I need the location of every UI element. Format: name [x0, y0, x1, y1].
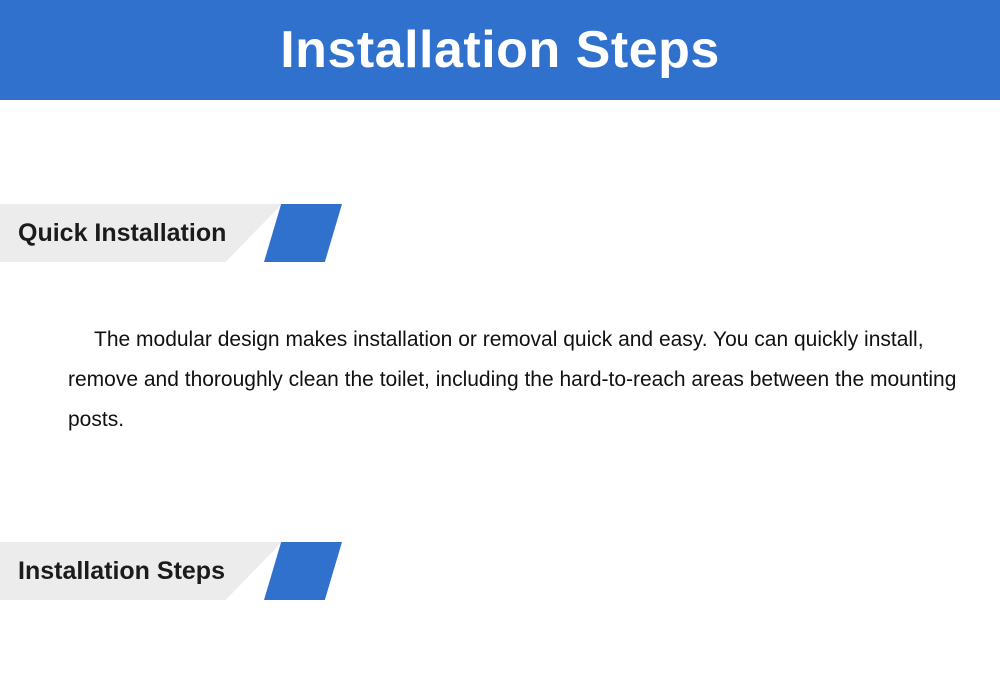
section-header-quick-installation	[0, 204, 340, 262]
section-heading-label: Quick Installation	[18, 218, 227, 247]
page-banner	[0, 0, 1000, 100]
section-heading-label: Installation Steps	[18, 556, 225, 585]
section-header-installation-steps	[0, 542, 340, 600]
page-title: Installation Steps	[280, 21, 720, 79]
section-arrow-accent	[264, 542, 342, 600]
section-arrow-accent	[264, 204, 342, 262]
section-paragraph-quick-installation: The modular design makes installation or removal quick and easy. You can quickly install, remove and thoroughly clean the toilet, including the hard-to-reach areas between the mounting posts.	[68, 328, 957, 431]
